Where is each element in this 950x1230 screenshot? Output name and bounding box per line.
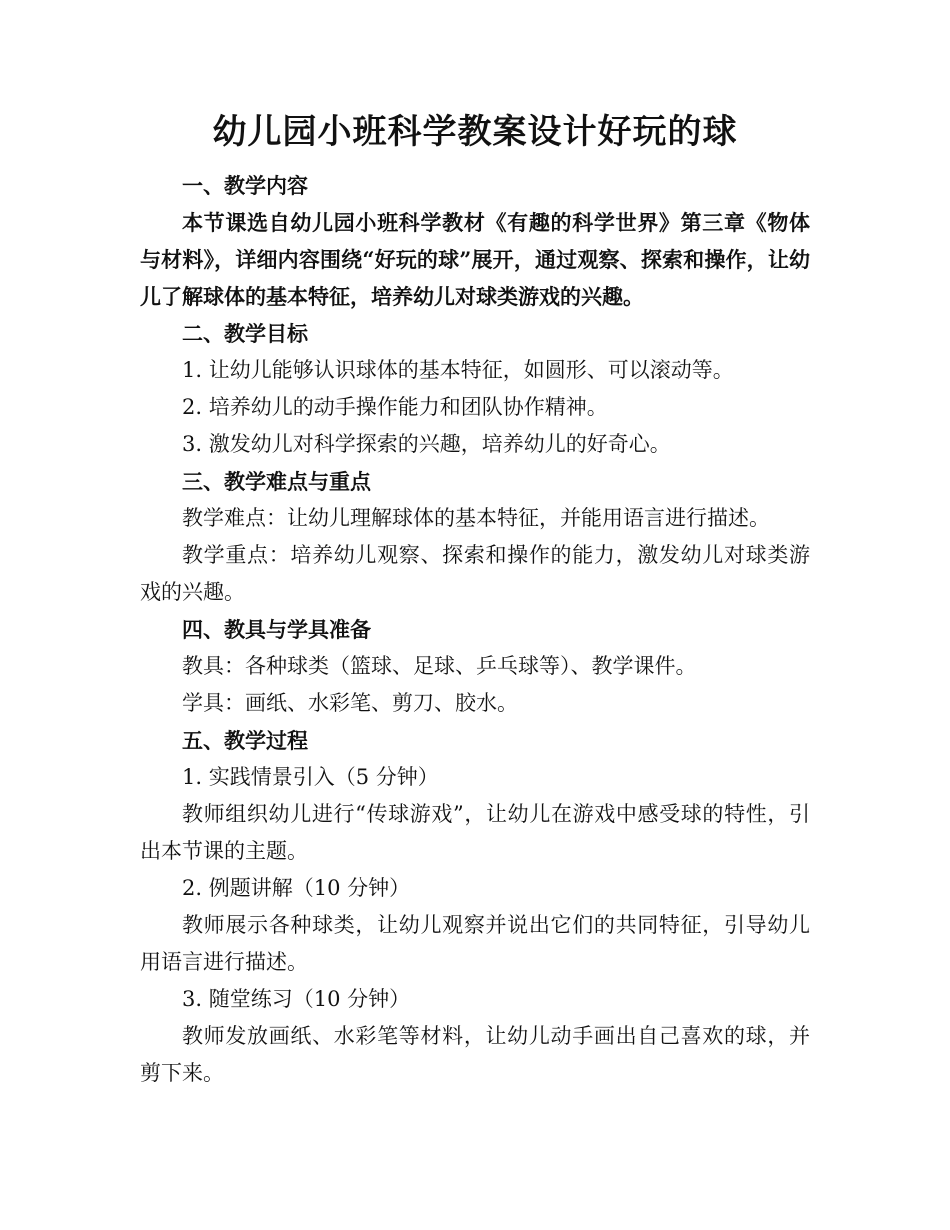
content-paragraph: 本节课选自幼儿园小班科学教材《有趣的科学世界》第三章《物体与材料》，详细内容围绕“好玩的球”展开，通过观察、探索和操作，让幼儿了解球体的基本特征，培养幼儿对球类游戏的兴趣。 — [140, 210, 810, 309]
goal-item: 1. 让幼儿能够认识球体的基本特征，如圆形、可以滚动等。 — [182, 358, 734, 382]
process-step-label: 1. 实践情景引入（5 分钟） — [182, 765, 439, 789]
section-heading-process: 五、教学过程 — [182, 728, 308, 753]
document-body — [140, 167, 810, 1092]
teaching-difficulty: 教学难点：让幼儿理解球体的基本特征，并能用语言进行描述。 — [182, 506, 770, 530]
process-step-text: 教师组织幼儿进行“传球游戏”，让幼儿在游戏中感受球的特性，引出本节课的主题。 — [140, 802, 810, 863]
student-materials: 学具：画纸、水彩笔、剪刀、胶水。 — [182, 691, 518, 715]
process-step-text: 教师展示各种球类，让幼儿观察并说出它们的共同特征，引导幼儿用语言进行描述。 — [140, 913, 810, 974]
section-heading-materials: 四、教具与学具准备 — [182, 617, 371, 642]
section-heading-content: 一、教学内容 — [182, 173, 308, 198]
process-step-label: 3. 随堂练习（10 分钟） — [182, 987, 411, 1011]
goal-item: 2. 培养幼儿的动手操作能力和团队协作精神。 — [182, 395, 608, 419]
section-heading-goals: 二、教学目标 — [182, 321, 308, 346]
teacher-materials: 教具：各种球类（篮球、足球、乒乓球等）、教学课件。 — [182, 654, 697, 678]
process-step-label: 2. 例题讲解（10 分钟） — [182, 876, 411, 900]
goal-item: 3. 激发幼儿对科学探索的兴趣，培养幼儿的好奇心。 — [182, 432, 671, 456]
process-step-text: 教师发放画纸、水彩笔等材料，让幼儿动手画出自己喜欢的球，并剪下来。 — [140, 1024, 810, 1085]
section-heading-keypoints: 三、教学难点与重点 — [182, 469, 371, 494]
document-title: 幼儿园小班科学教案设计好玩的球 — [212, 112, 738, 152]
teaching-focus: 教学重点：培养幼儿观察、探索和操作的能力，激发幼儿对球类游戏的兴趣。 — [140, 543, 810, 604]
